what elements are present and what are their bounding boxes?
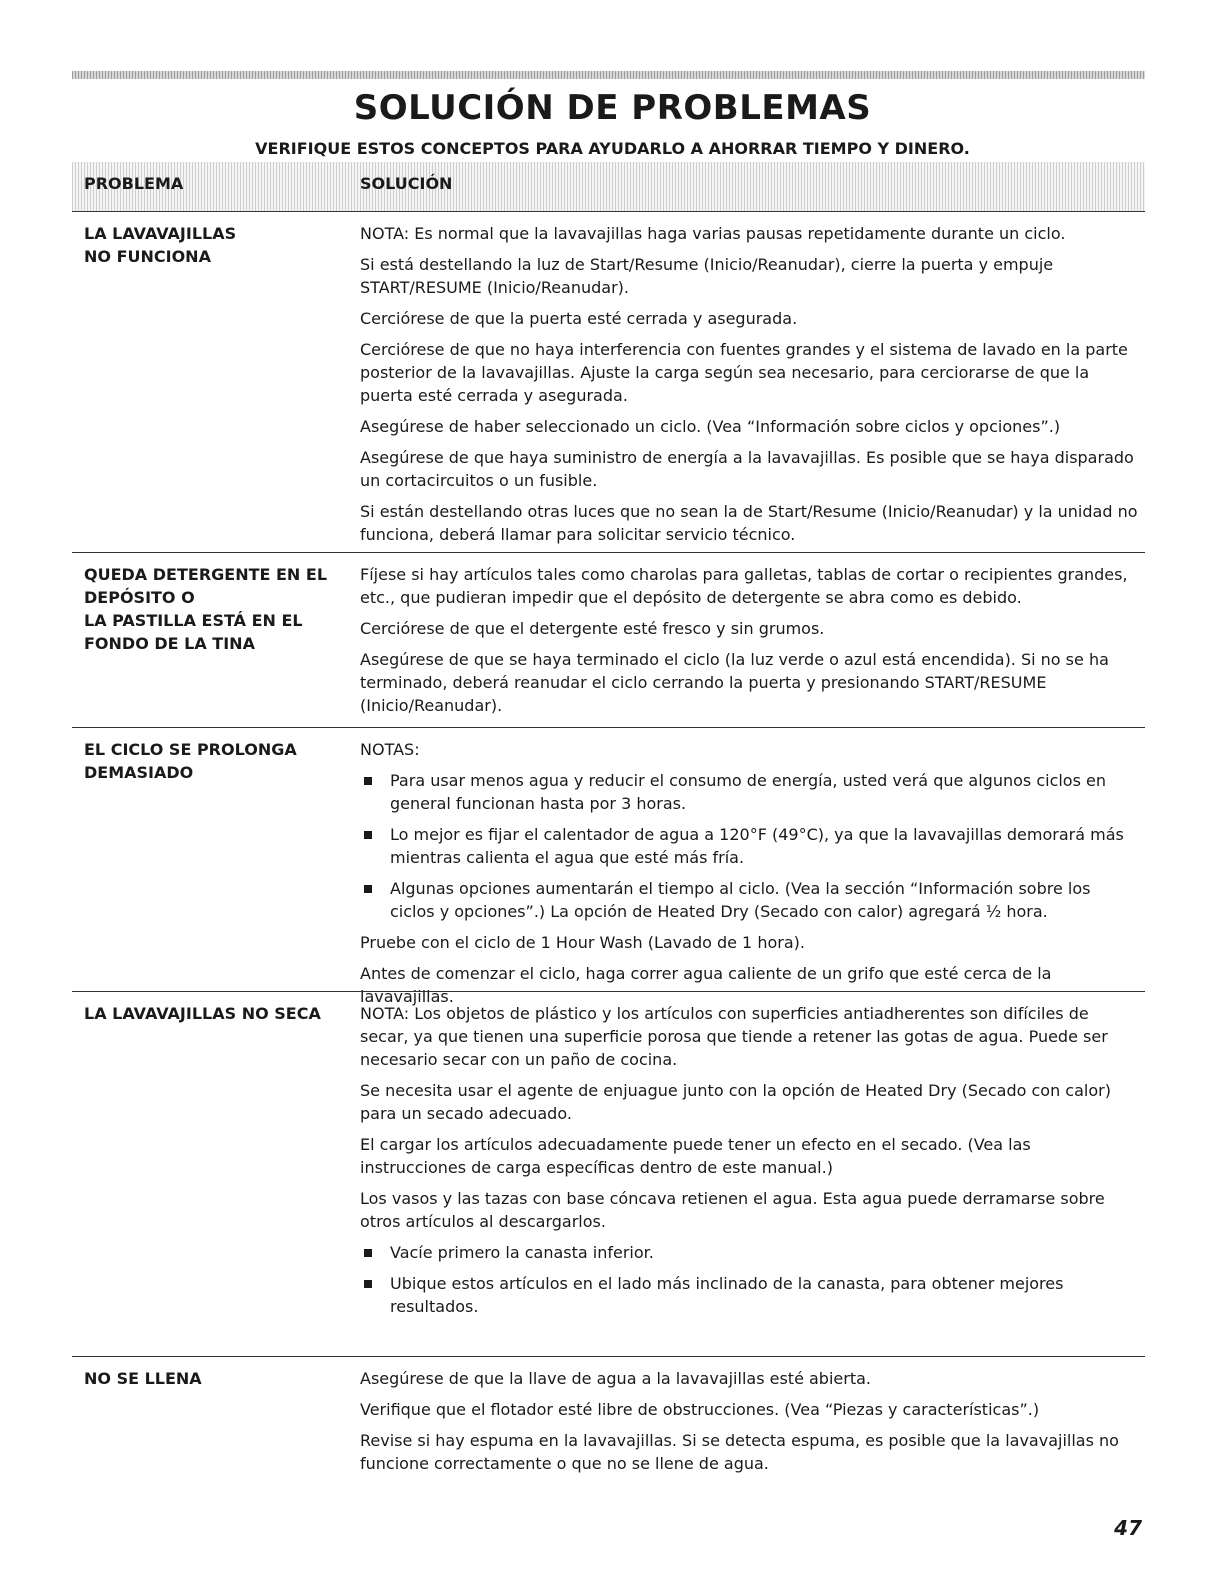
- solution-text: El cargar los artículos adecuadamente puede tener un efecto en el secado. (Vea las instrucciones de carga específicas dentro de este manual.): [360, 1135, 1031, 1177]
- page-subtitle: VERIFIQUE ESTOS CONCEPTOS PARA AYUDARLO A AHORRAR TIEMPO Y DINERO.: [255, 139, 970, 158]
- table-row: [72, 727, 1145, 1006]
- solution-text: Si está destellando la luz de Start/Resume (Inicio/Reanudar), cierre la puerta y empuje START/RESUME (Inicio/Reanudar).: [360, 255, 1054, 297]
- problem-line: QUEDA DETERGENTE EN EL: [84, 565, 328, 584]
- bullet-item: [360, 769, 1140, 815]
- solution-text: Si están destellando otras luces que no sean la de Start/Resume (Inicio/Reanudar) y la unidad no funciona, deberá llamar para solicitar servicio técnico.: [360, 502, 1138, 544]
- table-row: [72, 991, 1145, 1352]
- page-number: 47: [1114, 1516, 1142, 1540]
- solution-text: Asegúrese de que la llave de agua a la lavavajillas esté abierta.: [360, 1369, 871, 1388]
- solution-cell: [360, 1002, 1140, 1326]
- solution-text: Cerciórese de que no haya interferencia con fuentes grandes y el sistema de lavado en la parte posterior de la lavavajillas. Ajuste la carga según sea necesario, para cerciorarse de que la puerta esté cerrada y asegurada.: [360, 340, 1128, 405]
- bullet-text: Lo mejor es fijar el calentador de agua a 120°F (49°C), ya que la lavavajillas demorará más mientras calienta el agua que esté más fría.: [390, 825, 1124, 867]
- problem-line: LA LAVAVAJILLAS NO SECA: [84, 1004, 321, 1023]
- solution-text: Asegúrese de que se haya terminado el ciclo (la luz verde o azul está encendida). Si no se ha terminado, deberá reanudar el ciclo cerrando la puerta y presionando START/RESUME (Inicio/Reanudar).: [360, 650, 1109, 715]
- solution-cell: [360, 222, 1140, 554]
- solution-cell: [360, 563, 1140, 725]
- bullet-text: Vacíe primero la canasta inferior.: [390, 1243, 654, 1262]
- problem-line: FONDO DE LA TINA: [84, 634, 255, 653]
- bullet-item: [360, 1272, 1140, 1318]
- problem-line: DEMASIADO: [84, 763, 194, 782]
- bullet-square-icon: [364, 1249, 372, 1257]
- table-row: [72, 211, 1145, 553]
- bullet-text: Ubique estos artículos en el lado más inclinado de la canasta, para obtener mejores resultados.: [390, 1274, 1064, 1316]
- problem-line: LA PASTILLA ESTÁ EN EL: [84, 611, 303, 630]
- problem-line: DEPÓSITO O: [84, 588, 195, 607]
- solution-cell: [360, 738, 1140, 1016]
- problem-cell: [84, 1367, 352, 1390]
- table-row: [72, 552, 1145, 728]
- bullet-square-icon: [364, 777, 372, 785]
- solution-text: NOTA: Los objetos de plástico y los artículos con superficies antiadherentes son difíciles de secar, ya que tienen una superficie porosa que tiende a retener las gotas de agua. Puede ser necesario secar con un paño de cocina.: [360, 1004, 1108, 1069]
- problem-line: NO FUNCIONA: [84, 247, 211, 266]
- bullet-square-icon: [364, 1280, 372, 1288]
- solution-text: Cerciórese de que la puerta esté cerrada y asegurada.: [360, 309, 798, 328]
- solution-text: Cerciórese de que el detergente esté fresco y sin grumos.: [360, 619, 825, 638]
- solution-text: NOTA: Es normal que la lavavajillas haga varias pausas repetidamente durante un ciclo.: [360, 224, 1066, 243]
- table-header: [72, 162, 1145, 212]
- top-rule: [72, 71, 1145, 79]
- problem-cell: [84, 563, 352, 655]
- solution-text: Los vasos y las tazas con base cóncava retienen el agua. Esta agua puede derramarse sobre otros artículos al descargarlos.: [360, 1189, 1105, 1231]
- page-title: SOLUCIÓN DE PROBLEMAS: [353, 88, 872, 128]
- header-problem: PROBLEMA: [84, 174, 184, 193]
- solution-text: Pruebe con el ciclo de 1 Hour Wash (Lavado de 1 hora).: [360, 933, 805, 952]
- solution-text: Revise si hay espuma en la lavavajillas. Si se detecta espuma, es posible que la lavavajillas no funcione correctamente o que no se llene de agua.: [360, 1431, 1119, 1473]
- solution-text: Fíjese si hay artículos tales como charolas para galletas, tablas de cortar o recipientes grandes, etc., que pudieran impedir que el depósito de detergente se abra como es debido.: [360, 565, 1128, 607]
- table-row: [72, 1356, 1145, 1487]
- bullet-text: Para usar menos agua y reducir el consumo de energía, usted verá que algunos ciclos en general funcionan hasta por 3 horas.: [390, 771, 1106, 813]
- bullet-square-icon: [364, 831, 372, 839]
- solution-text: Asegúrese de haber seleccionado un ciclo. (Vea “Información sobre ciclos y opciones”.): [360, 417, 1061, 436]
- problem-line: NO SE LLENA: [84, 1369, 202, 1388]
- bullet-item: [360, 1241, 1140, 1264]
- bullet-item: [360, 823, 1140, 869]
- notes-label: NOTAS:: [360, 740, 420, 759]
- bullet-square-icon: [364, 885, 372, 893]
- bullet-text: Algunas opciones aumentarán el tiempo al ciclo. (Vea la sección “Información sobre los ciclos y opciones”.) La opción de Heated Dry (Secado con calor) agregará ½ hora.: [390, 879, 1091, 921]
- problem-cell: [84, 738, 352, 784]
- problem-cell: [84, 222, 352, 268]
- solution-cell: [360, 1367, 1140, 1483]
- problem-line: LA LAVAVAJILLAS: [84, 224, 237, 243]
- solution-text: Se necesita usar el agente de enjuague junto con la opción de Heated Dry (Secado con calor) para un secado adecuado.: [360, 1081, 1111, 1123]
- solution-text: Asegúrese de que haya suministro de energía a la lavavajillas. Es posible que se haya disparado un cortacircuitos o un fusible.: [360, 448, 1134, 490]
- header-solution: SOLUCIÓN: [360, 174, 453, 193]
- bullet-item: [360, 877, 1140, 923]
- solution-text: Verifique que el flotador esté libre de obstrucciones. (Vea “Piezas y características”.): [360, 1400, 1040, 1419]
- problem-cell: [84, 1002, 352, 1025]
- solution-text: Antes de comenzar el ciclo, haga correr agua caliente de un grifo que esté cerca de la lavavajillas.: [360, 964, 1052, 1006]
- problem-line: EL CICLO SE PROLONGA: [84, 740, 297, 759]
